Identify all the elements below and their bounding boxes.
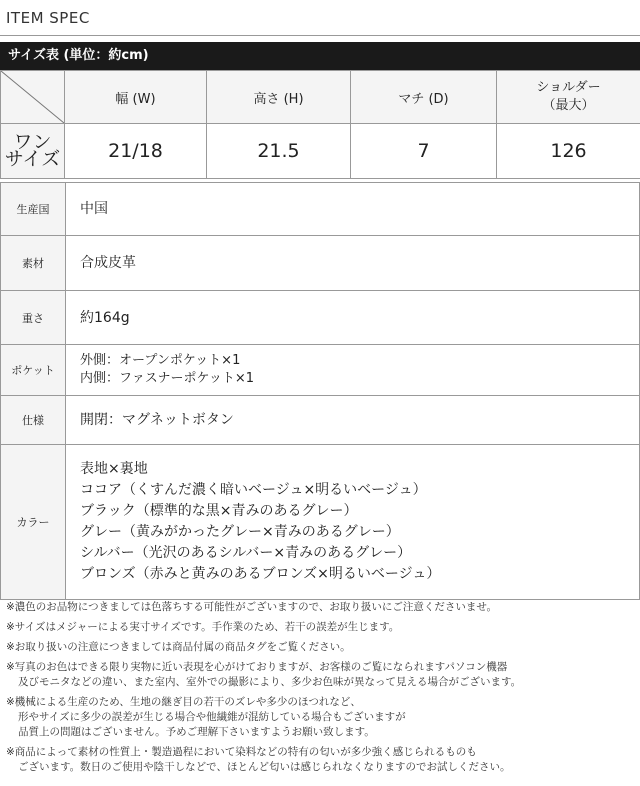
spec-value: 中国 — [66, 183, 640, 236]
spec-label: 重さ — [1, 291, 66, 345]
spec-label: ポケット — [1, 345, 66, 396]
spec-row-weight — [1, 291, 640, 345]
spec-label: 素材 — [1, 236, 66, 291]
size-table-head-row — [1, 71, 640, 124]
spec-row-color — [1, 445, 640, 600]
size-table-value-row — [1, 124, 640, 179]
corner-cell — [1, 71, 65, 124]
value-width: 21/18 — [65, 124, 207, 179]
note-item: ※機械による生産のため、生地の継ぎ目の若干のズレや多少のほつれなど、 形やサイズに多少の誤差が生じる場合や他繊維が混紡している場合もございますが 品質上の問題はございません。予めご理解下さいますようお願い致します。 — [6, 696, 406, 738]
column-depth: マチ (D) — [351, 71, 497, 124]
column-height: 高さ (H) — [207, 71, 351, 124]
spec-table — [0, 182, 640, 600]
value-height: 21.5 — [207, 124, 351, 179]
note-item: ※濃色のお品物につきましては色落ちする可能性がございますので、お取り扱いにご注意くださいませ。 — [6, 601, 498, 613]
diagonal-line-icon — [1, 71, 64, 123]
spec-value: 表地×裏地 ココア（くすんだ濃く暗いベージュ×明るいベージュ） ブラック（標準的な黒×青みのあるグレー） グレー（黄みがかったグレー×青みのあるグレー） シルバー（光沢のあるシルバー×青みのあるグレー） ブロンズ（赤みと黄みのあるブロンズ×明るいベージュ） — [66, 445, 640, 600]
size-table-header: サイズ表 (単位：約cm) — [0, 42, 640, 70]
notes — [6, 600, 634, 780]
section-title: ITEM SPEC — [0, 0, 640, 36]
size-table — [0, 70, 640, 179]
spec-value: 約164g — [66, 291, 640, 345]
value-shoulder: 126 — [497, 124, 640, 179]
value-depth: 7 — [351, 124, 497, 179]
note-item: ※商品によって素材の性質上・製造過程において染料などの特有の匂いが多少強く感じられるものも ございます。数日のご使用や陰干しなどで、ほとんど匂いは感じられなくなりますのでお試しください。 — [6, 746, 511, 773]
spec-value: 外側：オープンポケット×1 内側：ファスナーポケット×1 — [66, 345, 640, 396]
spec-label: カラー — [1, 445, 66, 600]
spec-row-spec — [1, 396, 640, 445]
note-item: ※写真のお色はできる限り実物に近い表現を心がけておりますが、お客様のご覧になられますパソコン機器 及びモニタなどの違い、また室内、室外での撮影により、多少お色味が異なって見える場合がございます。 — [6, 661, 522, 688]
column-width: 幅 (W) — [65, 71, 207, 124]
spec-label: 仕様 — [1, 396, 66, 445]
spec-label: 生産国 — [1, 183, 66, 236]
column-shoulder: ショルダー （最大） — [497, 71, 640, 124]
spec-row-material — [1, 236, 640, 291]
row-label-one-size: ワン サイズ — [1, 124, 65, 179]
spec-row-origin — [1, 183, 640, 236]
note-item: ※お取り扱いの注意につきましては商品付属の商品タグをご覧ください。 — [6, 641, 351, 653]
spec-row-pocket — [1, 345, 640, 396]
note-item: ※サイズはメジャーによる実寸サイズです。手作業のため、若干の誤差が生じます。 — [6, 621, 400, 633]
spec-value: 合成皮革 — [66, 236, 640, 291]
spec-value: 開閉：マグネットボタン — [66, 396, 640, 445]
